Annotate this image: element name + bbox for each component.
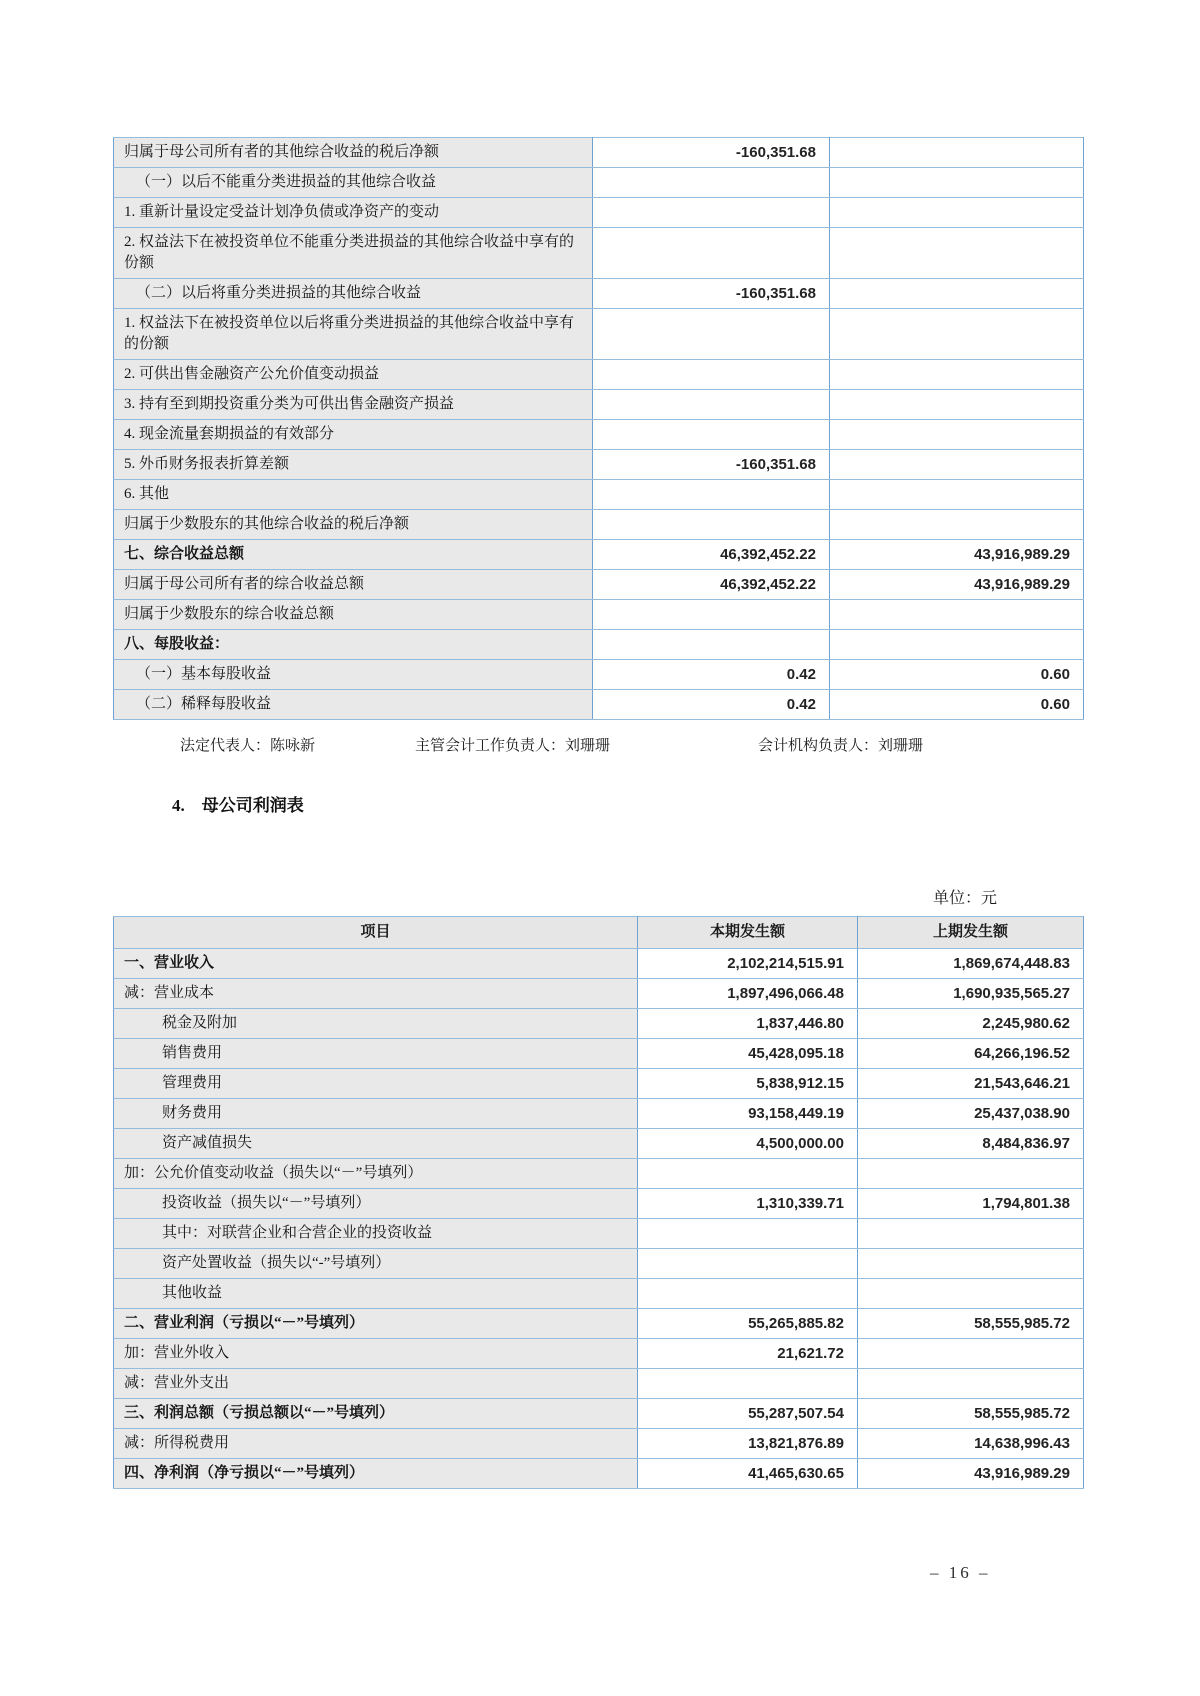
table-row xyxy=(114,138,1084,168)
table-row xyxy=(114,279,1084,309)
current-amount-cell xyxy=(593,309,830,360)
accounting-org-label: 会计机构负责人：刘珊珊 xyxy=(758,738,924,754)
table-row xyxy=(114,390,1084,420)
item-label-cell: 减：营业外支出 xyxy=(114,1369,638,1399)
prior-amount-cell xyxy=(830,450,1084,480)
table-row xyxy=(114,1039,1084,1069)
current-amount-cell: -160,351.68 xyxy=(593,138,830,168)
prior-amount-cell: 43,916,989.29 xyxy=(830,570,1084,600)
table-row xyxy=(114,420,1084,450)
prior-amount-cell xyxy=(830,198,1084,228)
item-label-cell: 4. 现金流量套期损益的有效部分 xyxy=(114,420,593,450)
current-amount-cell xyxy=(638,1159,858,1189)
item-label-cell: 管理费用 xyxy=(114,1069,638,1099)
table-row xyxy=(114,1459,1084,1489)
item-label-cell: 2. 可供出售金融资产公允价值变动损益 xyxy=(114,360,593,390)
table-row xyxy=(114,228,1084,279)
current-amount-cell xyxy=(593,168,830,198)
page-number: – 16 – xyxy=(930,1563,991,1582)
prior-amount-cell: 43,916,989.29 xyxy=(830,540,1084,570)
prior-amount-cell xyxy=(858,1159,1084,1189)
item-label-cell: 5. 外币财务报表折算差额 xyxy=(114,450,593,480)
current-amount-cell: 21,621.72 xyxy=(638,1339,858,1369)
table-row xyxy=(114,198,1084,228)
current-amount-cell: 1,310,339.71 xyxy=(638,1189,858,1219)
table-row xyxy=(114,949,1084,979)
item-label-cell: 销售费用 xyxy=(114,1039,638,1069)
table-row xyxy=(114,510,1084,540)
current-amount-cell: 13,821,876.89 xyxy=(638,1429,858,1459)
table-row xyxy=(114,1129,1084,1159)
table-row xyxy=(114,540,1084,570)
prior-amount-cell xyxy=(830,390,1084,420)
current-amount-cell xyxy=(593,600,830,630)
current-amount-cell xyxy=(593,198,830,228)
table-row xyxy=(114,1249,1084,1279)
prior-amount-cell: 1,690,935,565.27 xyxy=(858,979,1084,1009)
table-row xyxy=(114,309,1084,360)
current-amount-cell xyxy=(593,228,830,279)
item-label-cell: 归属于母公司所有者的其他综合收益的税后净额 xyxy=(114,138,593,168)
prior-amount-cell xyxy=(830,600,1084,630)
item-label-cell: 归属于少数股东的其他综合收益的税后净额 xyxy=(114,510,593,540)
prior-amount-cell xyxy=(858,1249,1084,1279)
item-label-cell: 其中：对联营企业和合营企业的投资收益 xyxy=(114,1219,638,1249)
table-row xyxy=(114,1279,1084,1309)
table-row xyxy=(114,360,1084,390)
current-amount-cell: 46,392,452.22 xyxy=(593,540,830,570)
table-row xyxy=(114,450,1084,480)
current-amount-cell xyxy=(593,630,830,660)
prior-amount-cell: 43,916,989.29 xyxy=(858,1459,1084,1489)
item-label-cell: 归属于少数股东的综合收益总额 xyxy=(114,600,593,630)
prior-amount-cell: 2,245,980.62 xyxy=(858,1009,1084,1039)
prior-amount-cell xyxy=(858,1369,1084,1399)
prior-amount-cell: 58,555,985.72 xyxy=(858,1399,1084,1429)
prior-amount-cell: 8,484,836.97 xyxy=(858,1129,1084,1159)
comprehensive-income-table xyxy=(113,137,1084,720)
table-row xyxy=(114,660,1084,690)
prior-amount-cell: 58,555,985.72 xyxy=(858,1309,1084,1339)
prior-amount-cell xyxy=(830,420,1084,450)
current-amount-cell: 0.42 xyxy=(593,690,830,720)
item-label-cell: 归属于母公司所有者的综合收益总额 xyxy=(114,570,593,600)
parent-company-income-table xyxy=(113,916,1084,1489)
signature-line xyxy=(113,734,1083,758)
item-label-cell: （二）稀释每股收益 xyxy=(114,690,593,720)
table-row xyxy=(114,1159,1084,1189)
item-label-cell: 二、营业利润（亏损以“－”号填列） xyxy=(114,1309,638,1339)
current-amount-cell: -160,351.68 xyxy=(593,279,830,309)
current-amount-cell: 45,428,095.18 xyxy=(638,1039,858,1069)
table-row xyxy=(114,979,1084,1009)
prior-amount-cell xyxy=(830,630,1084,660)
item-label-cell: 税金及附加 xyxy=(114,1009,638,1039)
current-amount-cell: 2,102,214,515.91 xyxy=(638,949,858,979)
current-amount-cell: 41,465,630.65 xyxy=(638,1459,858,1489)
table-row xyxy=(114,1339,1084,1369)
item-label-cell: 资产处置收益（损失以“-”号填列） xyxy=(114,1249,638,1279)
prior-amount-cell: 21,543,646.21 xyxy=(858,1069,1084,1099)
current-amount-cell: 4,500,000.00 xyxy=(638,1129,858,1159)
current-amount-cell: 55,287,507.54 xyxy=(638,1399,858,1429)
item-label-cell: 1. 重新计量设定受益计划净负债或净资产的变动 xyxy=(114,198,593,228)
item-label-cell: 减：所得税费用 xyxy=(114,1429,638,1459)
accounting-chief-label: 主管会计工作负责人：刘珊珊 xyxy=(415,738,611,754)
table-row xyxy=(114,570,1084,600)
current-amount-cell: 1,897,496,066.48 xyxy=(638,979,858,1009)
item-label-cell: 一、营业收入 xyxy=(114,949,638,979)
item-label-cell: （二）以后将重分类进损益的其他综合收益 xyxy=(114,279,593,309)
item-label-cell: 2. 权益法下在被投资单位不能重分类进损益的其他综合收益中享有的份额 xyxy=(114,228,593,279)
prior-amount-cell: 1,869,674,448.83 xyxy=(858,949,1084,979)
current-amount-cell: 55,265,885.82 xyxy=(638,1309,858,1339)
current-amount-cell: 93,158,449.19 xyxy=(638,1099,858,1129)
prior-amount-cell: 0.60 xyxy=(830,690,1084,720)
current-amount-cell: 46,392,452.22 xyxy=(593,570,830,600)
item-label-cell: 其他收益 xyxy=(114,1279,638,1309)
item-label-cell: 四、净利润（净亏损以“－”号填列） xyxy=(114,1459,638,1489)
current-amount-cell xyxy=(593,420,830,450)
item-label-cell: 3. 持有至到期投资重分类为可供出售金融资产损益 xyxy=(114,390,593,420)
unit-label: 单位：元 xyxy=(933,890,998,907)
current-amount-cell xyxy=(638,1249,858,1279)
current-amount-cell xyxy=(593,390,830,420)
prior-amount-cell xyxy=(830,510,1084,540)
prior-amount-cell: 0.60 xyxy=(830,660,1084,690)
legal-representative-label: 法定代表人：陈咏新 xyxy=(180,738,316,754)
current-amount-cell xyxy=(638,1279,858,1309)
prior-amount-cell xyxy=(858,1339,1084,1369)
section-heading: 4. 母公司利润表 xyxy=(172,796,304,815)
prior-amount-cell: 14,638,996.43 xyxy=(858,1429,1084,1459)
prior-amount-cell xyxy=(830,480,1084,510)
prior-amount-cell xyxy=(830,168,1084,198)
table-row xyxy=(114,1309,1084,1339)
prior-amount-cell xyxy=(858,1279,1084,1309)
table-row xyxy=(114,168,1084,198)
prior-amount-cell xyxy=(858,1219,1084,1249)
item-label-cell: 投资收益（损失以“－”号填列） xyxy=(114,1189,638,1219)
item-label-cell: 1. 权益法下在被投资单位以后将重分类进损益的其他综合收益中享有的份额 xyxy=(114,309,593,360)
current-amount-cell: -160,351.68 xyxy=(593,450,830,480)
parent-company-income-table-body xyxy=(114,949,1084,1489)
table-row xyxy=(114,1399,1084,1429)
prior-amount-cell: 1,794,801.38 xyxy=(858,1189,1084,1219)
current-amount-cell xyxy=(593,510,830,540)
item-label-cell: 加：公允价值变动收益（损失以“－”号填列） xyxy=(114,1159,638,1189)
prior-amount-cell xyxy=(830,228,1084,279)
item-label-cell: 八、每股收益： xyxy=(114,630,593,660)
table-row xyxy=(114,1099,1084,1129)
item-label-cell: 三、利润总额（亏损总额以“－”号填列） xyxy=(114,1399,638,1429)
item-label-cell: （一）以后不能重分类进损益的其他综合收益 xyxy=(114,168,593,198)
column-header-current-period: 本期发生额 xyxy=(638,917,858,949)
table-row xyxy=(114,480,1084,510)
prior-amount-cell xyxy=(830,360,1084,390)
table-row xyxy=(114,1369,1084,1399)
current-amount-cell xyxy=(638,1219,858,1249)
table-row xyxy=(114,1219,1084,1249)
column-header-item: 项目 xyxy=(114,917,638,949)
prior-amount-cell xyxy=(830,138,1084,168)
current-amount-cell xyxy=(593,480,830,510)
item-label-cell: 加：营业外收入 xyxy=(114,1339,638,1369)
table-row xyxy=(114,1429,1084,1459)
item-label-cell: 减：营业成本 xyxy=(114,979,638,1009)
item-label-cell: 6. 其他 xyxy=(114,480,593,510)
table-row xyxy=(114,1069,1084,1099)
table-header-row xyxy=(114,917,1084,949)
current-amount-cell: 0.42 xyxy=(593,660,830,690)
current-amount-cell: 5,838,912.15 xyxy=(638,1069,858,1099)
column-header-prior-period: 上期发生额 xyxy=(858,917,1084,949)
item-label-cell: 七、综合收益总额 xyxy=(114,540,593,570)
prior-amount-cell: 64,266,196.52 xyxy=(858,1039,1084,1069)
table-row xyxy=(114,1009,1084,1039)
item-label-cell: （一）基本每股收益 xyxy=(114,660,593,690)
table-row xyxy=(114,630,1084,660)
prior-amount-cell xyxy=(830,279,1084,309)
comprehensive-income-table-body xyxy=(114,138,1084,720)
current-amount-cell: 1,837,446.80 xyxy=(638,1009,858,1039)
prior-amount-cell xyxy=(830,309,1084,360)
item-label-cell: 资产减值损失 xyxy=(114,1129,638,1159)
prior-amount-cell: 25,437,038.90 xyxy=(858,1099,1084,1129)
table-row xyxy=(114,600,1084,630)
table-row xyxy=(114,690,1084,720)
current-amount-cell xyxy=(638,1369,858,1399)
table-row xyxy=(114,1189,1084,1219)
item-label-cell: 财务费用 xyxy=(114,1099,638,1129)
current-amount-cell xyxy=(593,360,830,390)
